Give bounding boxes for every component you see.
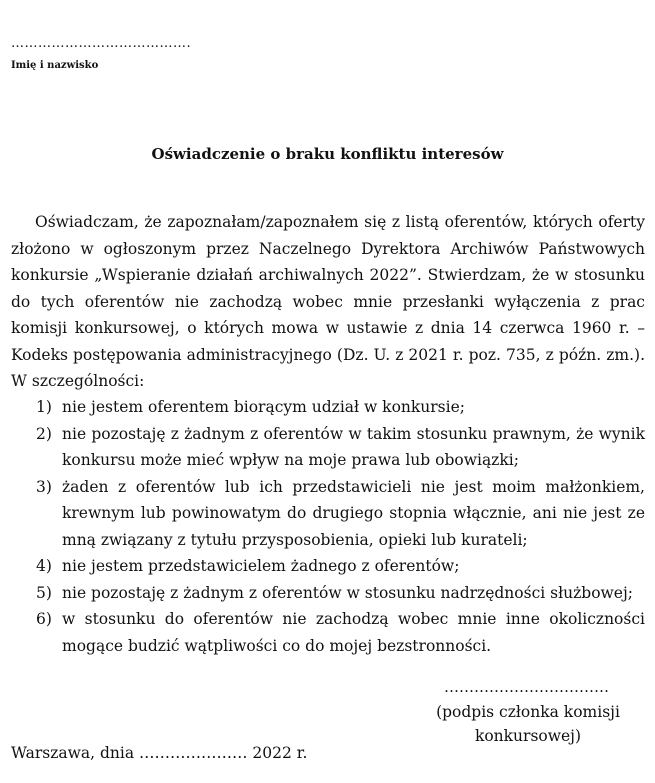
document-title: Oświadczenie o braku konfliktu interesów	[151, 145, 504, 163]
conditions-list	[0, 394, 655, 659]
list-item-text: nie jestem przedstawicielem żadnego z oferentów;	[62, 557, 460, 575]
signature-label: (podpis członka komisji konkursowej)	[436, 703, 620, 745]
list-item	[0, 421, 655, 474]
list-item	[0, 553, 655, 580]
list-item-number: 5)	[36, 583, 52, 602]
signature-placeholder-dots: ……………………………	[444, 678, 609, 696]
name-placeholder-dots: ………………………………….	[11, 36, 192, 51]
list-item-number: 2)	[36, 424, 52, 443]
list-item-number: 1)	[36, 398, 52, 416]
list-item-text: nie pozostaję z żadnym z oferentów w takim stosunku prawnym, że wynik konkursu może mieć wpływ na moje prawa lub obowiązki;	[62, 424, 645, 469]
list-item-number: 3)	[36, 477, 52, 496]
list-item-text: w stosunku do oferentów nie zachodzą wobec mnie inne okoliczności mogące budzić wątpliwości co do mojej bezstronności.	[62, 610, 645, 655]
place-and-date: Warszawa, dnia ………………… 2022 r.	[11, 744, 308, 762]
list-item	[0, 580, 655, 607]
list-item	[0, 394, 655, 421]
list-item	[0, 606, 655, 659]
list-item-text: nie pozostaję z żadnym z oferentów w stosunku nadrzędności służbowej;	[62, 583, 633, 602]
list-item-number: 4)	[36, 557, 52, 575]
list-item-number: 6)	[36, 610, 52, 628]
list-item-text: nie jestem oferentem biorącym udział w konkursie;	[62, 398, 465, 416]
list-item-text: żaden z oferentów lub ich przedstawicieli nie jest moim małżonkiem, krewnym lub powinowatym do drugiego stopnia włącznie, ani nie jest ze mną związany z tytułu przysposobienia, opieki lub kurateli;	[62, 477, 645, 549]
name-label: Imię i nazwisko	[11, 60, 99, 71]
declaration-paragraph: Oświadczam, że zapoznałam/zapoznałem się z listą oferentów, których oferty złożono w ogłoszonym przez Naczelnego Dyrektora Archiwów Państwowych konkursie „Wspieranie działań archiwalnych 2022”. Stwierdzam, że w stosunku do tych oferentów nie zachodzą wobec mnie przesłanki wyłączenia z prac komisji konkursowej, o których mowa w ustawie z dnia 14 czerwca 1960 r. – Kodeks postępowania administracyjnego (Dz. U. z 2021 r. poz. 735, z późn. zm.). W szczególności:	[11, 213, 645, 390]
list-item	[0, 474, 655, 554]
